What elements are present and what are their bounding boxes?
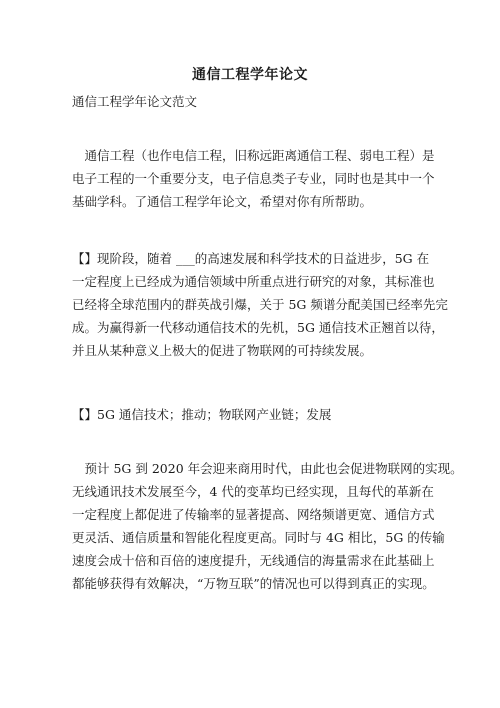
paragraph-line: 预计 5G 到 2020 年会迎来商用时代，由此也会促进物联网的实现。 [72,461,463,476]
paragraph-line: 更灵活、通信质量和智能化程度更高。同时与 4G 相比，5G 的传输 [72,530,445,545]
paragraph-line: 【】5G 通信技术；推动；物联网产业链；发展 [72,407,332,422]
paragraph-line: 成。为赢得新一代移动通信技术的先机，5G 通信技术正翘首以待， [72,320,444,335]
paragraph-line: 一定程度上都促进了传输率的显著提高、网络频谱更宽、通信方式 [72,507,435,522]
paragraph-line: 【】现阶段，随着 ___的高速发展和科学技术的日益进步，5G 在 [72,251,430,266]
paragraph-line: 都能够获得有效解决，“万物互联”的情况也可以得到真正的实现。 [72,576,435,591]
body-paragraph [72,457,463,595]
paragraph-line: 已经将全球范围内的群英战引爆，关于 5G 频谱分配美国已经率先完 [72,297,448,312]
intro-paragraph [72,144,435,213]
paragraph-line: 通信工程（也作电信工程，旧称远距离通信工程、弱电工程）是 [72,148,435,163]
document-subtitle: 通信工程学年论文范文 [72,94,198,109]
document-title: 通信工程学年论文 [192,67,308,83]
paragraph-line: 电子工程的一个重要分支，电子信息类子专业，同时也是其中一个 [72,171,435,186]
abstract-paragraph [72,247,448,362]
paragraph-line: 基础学科。了通信工程学年论文，希望对你有所帮助。 [72,194,373,209]
paragraph-line: 并且从某种意义上极大的促进了物联网的可持续发展。 [72,343,373,358]
paragraph-line: 速度会成十倍和百倍的速度提升，无线通信的海量需求在此基础上 [72,553,435,568]
paragraph-line: 一定程度上已经成为通信领域中所重点进行研究的对象，其标准也 [72,274,435,289]
keywords-paragraph [72,403,432,426]
paragraph-line: 无线通讯技术发展至今，4 代的变革均已经实现，且每代的革新在 [72,484,434,499]
